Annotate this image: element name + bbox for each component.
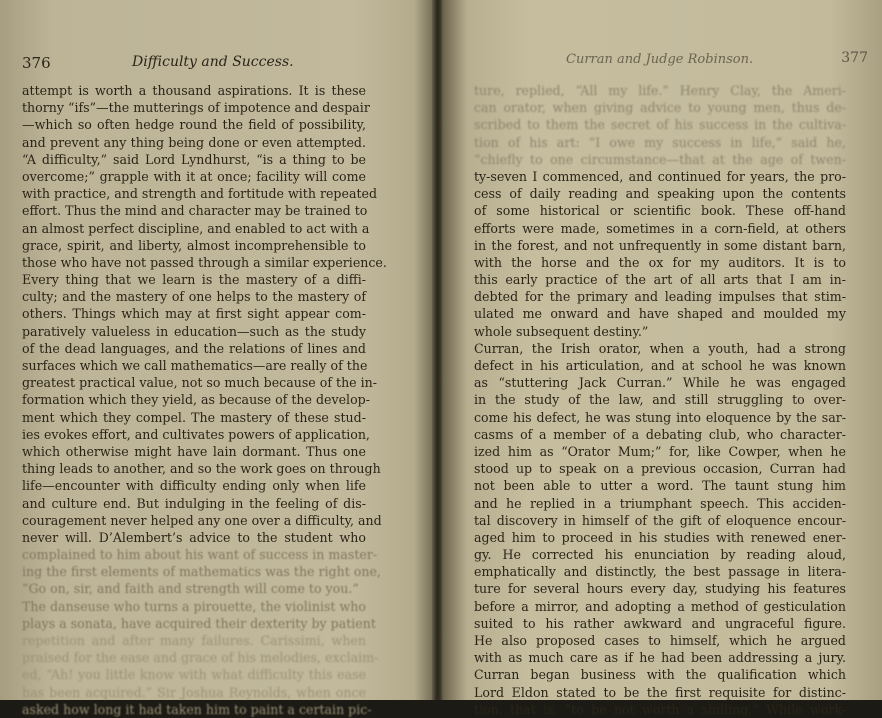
text-line: an almost perfect discipline, and enabled to act with a — [22, 220, 370, 236]
text-line: overcome;” grapple with it at once; facility will come — [22, 168, 366, 184]
text-line: before a mirror, and adopting a method of gesticulation — [474, 598, 846, 614]
text-line: with the horse and the ox for my auditors. It is to — [474, 254, 846, 270]
right-body-text — [474, 82, 846, 718]
text-line: ing the first elements of mathematics was the right one, — [22, 564, 381, 580]
text-line: others. Things which may at first sight appear com- — [22, 306, 366, 322]
text-line: come his defect, he was stung into eloquence by the sar- — [474, 409, 846, 425]
text-line: ized him as “Orator Mum;” for, like Cowper, when he — [474, 443, 846, 459]
left-running-title: Difficulty and Success. — [132, 54, 294, 70]
text-line: cess of daily reading and speaking upon the contents — [474, 186, 846, 202]
text-line: can orator, when giving advice to young men, thus de- — [474, 100, 846, 116]
text-line: effort. Thus the mind and character may be trained to — [22, 203, 368, 219]
text-line: The danseuse who turns a pirouette, the violinist who — [22, 598, 366, 614]
text-line: ture for several hours every day, studying his features — [474, 581, 846, 597]
text-line: which otherwise might have lain dormant. Thus one — [22, 443, 366, 459]
text-line: life—encounter with difficulty ending only when life — [22, 478, 366, 494]
text-line: in the study of the law, and still struggling to over- — [474, 392, 846, 408]
text-line: emphatically and distinctly, the best passage in litera- — [474, 564, 846, 580]
text-line: asked how long it had taken him to paint a certain pic- — [22, 701, 372, 717]
text-line: has been acquired.” Sir Joshua Reynolds, when once — [22, 684, 366, 700]
text-line: efforts were made, sometimes in a corn-field, at others — [474, 220, 846, 236]
text-line: Every thing that we learn is the mastery of a diffi- — [22, 272, 366, 288]
text-line: complained to him about his want of success in master- — [22, 547, 378, 563]
text-line: surfaces which we call mathematics—are really of the — [22, 358, 368, 373]
text-line: He also proposed cases to himself, which he argued — [474, 633, 846, 648]
text-line: thing leads to another, and so the work goes on through — [22, 461, 381, 477]
left-running-head — [0, 52, 430, 74]
text-line: plays a sonata, have acquired their dexterity by patient — [22, 615, 376, 631]
right-page-number: 377 — [841, 50, 868, 66]
text-line: and prevent any thing being done or even attempted. — [22, 134, 366, 150]
text-line: “Go on, sir, and faith and strength will come to you.” — [22, 581, 359, 597]
text-line: debted for the primary and leading impulses that stim- — [474, 289, 846, 305]
text-line: stood up to speak on a previous occasion, Curran had — [474, 461, 846, 477]
text-line: ed, “Ah! you little know with what difficulty this ease — [22, 667, 366, 683]
text-line: ment which they compel. The mastery of these stud- — [22, 409, 366, 425]
text-line: ty-seven I commenced, and continued for years, the pro- — [474, 168, 846, 184]
text-line: formation which they yield, as because of the develop- — [22, 392, 370, 408]
text-line: aged him to proceed in his studies with renewed ener- — [474, 529, 846, 545]
text-line: tion, that is, “to be not worth a shilling.” While work- — [474, 701, 846, 717]
text-line: suited to his rather awkward and ungraceful figure. — [474, 615, 846, 631]
text-line: of the dead languages, and the relations of lines and — [22, 340, 366, 356]
text-line: of some historical or scientific book. These off-hand — [474, 203, 846, 219]
text-line: praised for the ease and grace of his melodies, exclaim- — [22, 650, 379, 666]
text-line: never will. D’Alembert’s advice to the student who — [22, 529, 366, 545]
text-line: “A difficulty,” said Lord Lyndhurst, “is a thing to be — [22, 151, 366, 167]
text-line: with practice, and strength and fortitude with repeated — [22, 186, 378, 202]
text-line: couragement never helped any one over a difficulty, and — [22, 512, 382, 528]
text-line: thorny “ifs”—the mutterings of impotence and despair — [22, 100, 370, 116]
text-line: paratively valueless in education—such as the study — [22, 323, 366, 339]
text-line: gy. He corrected his enunciation by reading aloud, — [474, 547, 846, 563]
right-page — [440, 0, 882, 717]
text-line: those who have not passed through a similar experience. — [22, 254, 387, 270]
left-body-text — [22, 82, 387, 718]
text-line: this early practice of the art of all arts that I am in- — [474, 272, 846, 288]
text-line: casms of a member of a debating club, who character- — [474, 426, 846, 442]
text-line: repetition and after many failures. Carissimi, when — [22, 633, 366, 648]
text-line: as “stuttering Jack Curran.” While he was engaged — [474, 375, 846, 391]
right-running-head — [440, 52, 882, 74]
text-line: “chiefly to one circumstance—that at the age of twen- — [474, 151, 846, 167]
right-running-title: Curran and Judge Robinson. — [566, 52, 754, 67]
text-line: with as much care as if he had been addressing a jury. — [474, 650, 846, 666]
text-line: attempt is worth a thousand aspirations. It is these — [22, 83, 366, 98]
text-line: greatest practical value, not so much because of the in- — [22, 375, 378, 391]
text-line: tion of his art: “I owe my success in life,” said he, — [474, 134, 846, 150]
text-line: —which so often hedge round the field of possibility, — [22, 117, 366, 133]
left-page-number: 376 — [22, 54, 51, 72]
text-line: and he replied in a triumphant speech. This acciden- — [474, 495, 846, 511]
text-line: ture, replied, “All my life.” Henry Clay, the Ameri- — [474, 83, 846, 98]
text-line: ies evokes effort, and cultivates powers of application, — [22, 426, 370, 442]
text-line: whole subsequent destiny.” — [474, 323, 649, 339]
text-line: in the forest, and not unfrequently in some distant barn, — [474, 237, 846, 253]
text-line: Curran began business with the qualification which — [474, 667, 846, 683]
text-line: grace, spirit, and liberty, almost incomprehensible to — [22, 237, 366, 253]
text-line: culty; and the mastery of one helps to the mastery of — [22, 289, 366, 305]
text-line: Lord Eldon stated to be the first requisite for distinc- — [474, 684, 846, 700]
text-line: scribed to them the secret of his success in the cultiva- — [474, 117, 846, 133]
text-line: not been able to utter a word. The taunt stung him — [474, 478, 846, 494]
text-line: ulated me onward and have shaped and moulded my — [474, 306, 846, 322]
left-page — [0, 0, 430, 717]
text-line: Curran, the Irish orator, when a youth, had a strong — [474, 340, 846, 356]
text-line: defect in his articulation, and at school he was known — [474, 358, 846, 373]
text-line: and culture end. But indulging in the feeling of dis- — [22, 495, 366, 511]
text-line: tal discovery in himself of the gift of eloquence encour- — [474, 512, 846, 528]
